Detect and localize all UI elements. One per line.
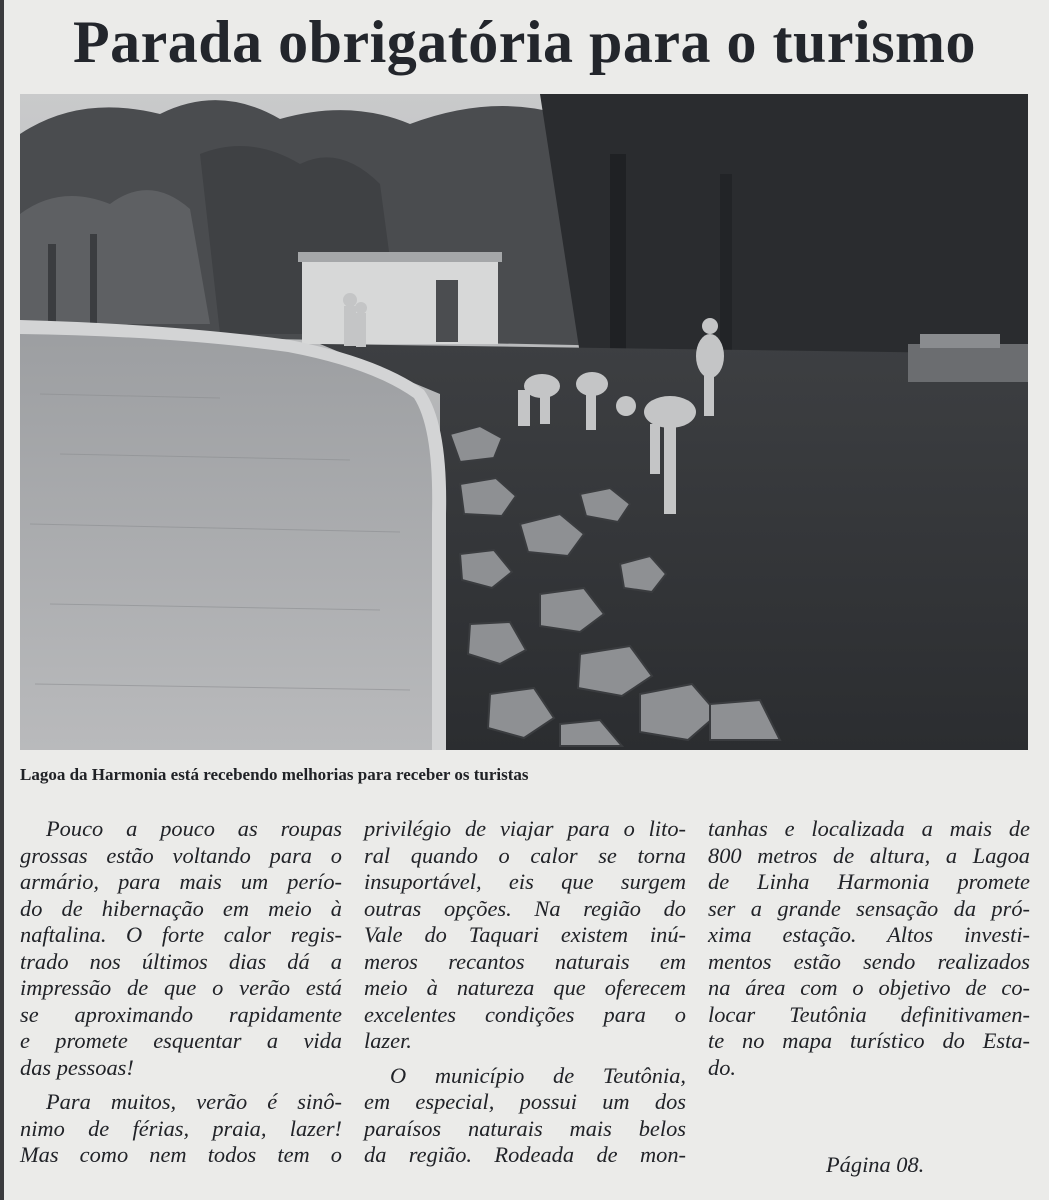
column-line: de Linha Harmonia promete <box>708 869 1030 894</box>
column-line: nimo de férias, praia, lazer! <box>20 1115 342 1141</box>
column-line: te no mapa turístico do Esta- <box>708 1028 1030 1053</box>
column-line: insuportável, eis que surgem <box>364 869 686 894</box>
column-line: meros recantos naturais em <box>364 948 686 974</box>
column-line: O município de Teutônia, <box>390 1062 686 1088</box>
article-column-2 <box>364 816 686 1169</box>
column-line: na área com o objetivo de co- <box>708 975 1030 1000</box>
column-line: trado nos últimos dias dá a <box>20 948 342 974</box>
column-line: das pessoas! <box>20 1054 134 1080</box>
column-line: Mas como nem todos tem o <box>20 1142 342 1167</box>
column-line: impressão de que o verão está <box>20 975 342 1000</box>
column-line: excelentes condições para o <box>364 1001 686 1027</box>
photo-caption: Lagoa da Harmonia está recebendo melhorias para receber os turistas <box>20 765 529 784</box>
column-line: armário, para mais um perío- <box>20 869 342 894</box>
column-line: em especial, possui um dos <box>364 1089 686 1114</box>
photo-lagoon-workers-icon <box>20 94 1028 750</box>
column-line: ral quando o calor se torna <box>364 842 686 868</box>
column-line: grossas estão voltando para o <box>20 842 342 868</box>
page-edge-rule <box>0 0 4 1200</box>
column-line: lazer. <box>364 1028 412 1053</box>
column-line: e promete esquentar a vida <box>20 1028 342 1053</box>
column-line: tanhas e localizada a mais de <box>708 816 1030 841</box>
column-line: Pouco a pouco as roupas <box>46 816 342 841</box>
column-line: 800 metros de altura, a Lagoa <box>708 842 1030 868</box>
column-line: do. <box>708 1054 736 1080</box>
column-line: Para muitos, verão é sinô- <box>46 1089 342 1114</box>
page-reference: Página 08. <box>826 1152 925 1177</box>
column-line: outras opções. Na região do <box>364 895 686 921</box>
column-line: privilégio de viajar para o lito- <box>364 816 686 841</box>
column-line: ser a grande sensação da pró- <box>708 895 1030 921</box>
column-line: Vale do Taquari existem inú- <box>364 922 686 947</box>
column-line: meio à natureza que oferecem <box>364 975 686 1000</box>
column-line: xima estação. Altos investi- <box>708 922 1030 947</box>
column-line: locar Teutônia definitivamen- <box>708 1001 1030 1027</box>
column-line: mentos estão sendo realizados <box>708 948 1030 974</box>
column-line: paraísos naturais mais belos <box>364 1115 686 1141</box>
column-line: se aproximando rapidamente <box>20 1001 342 1027</box>
article-photo <box>20 94 1028 750</box>
article-column-3 <box>708 816 1030 1081</box>
article-column-1 <box>20 816 342 1169</box>
column-line: do de hibernação em meio à <box>20 895 342 921</box>
headline: Parada obrigatória para o turismo <box>72 9 977 75</box>
column-line: naftalina. O forte calor regis- <box>20 922 342 947</box>
column-line: da região. Rodeada de mon- <box>364 1142 686 1167</box>
